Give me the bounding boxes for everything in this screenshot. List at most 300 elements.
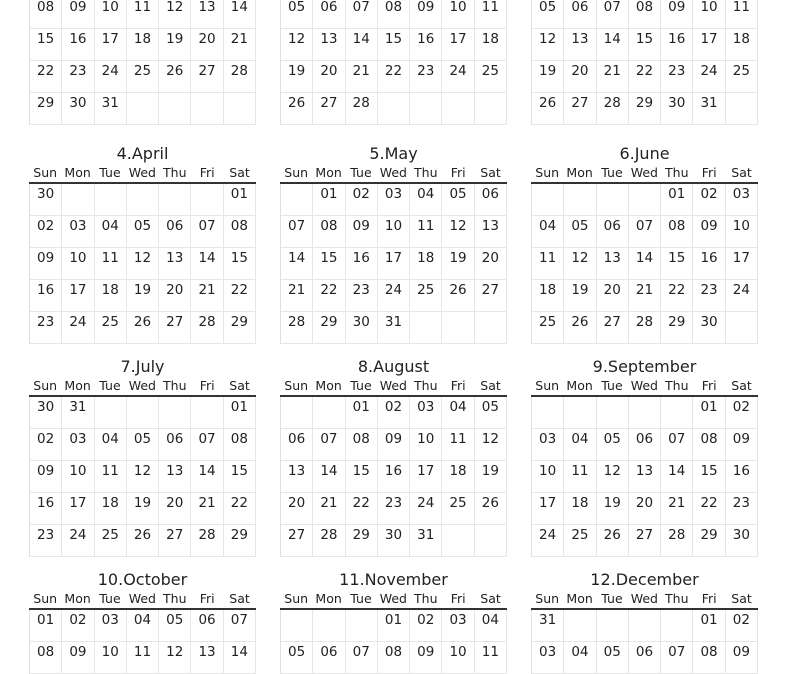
day-cell[interactable]: 20 xyxy=(564,61,596,92)
day-cell[interactable]: 22 xyxy=(346,493,378,524)
day-cell[interactable]: 25 xyxy=(95,312,127,343)
day-cell[interactable] xyxy=(629,610,661,641)
day-cell[interactable] xyxy=(564,610,596,641)
day-cell[interactable]: 05 xyxy=(127,429,159,460)
day-cell[interactable]: 19 xyxy=(475,461,507,492)
day-cell[interactable]: 25 xyxy=(410,280,442,311)
day-cell[interactable]: 14 xyxy=(224,0,256,28)
day-cell[interactable]: 13 xyxy=(281,461,313,492)
day-cell[interactable]: 20 xyxy=(159,493,191,524)
day-cell[interactable]: 14 xyxy=(224,642,256,673)
day-cell[interactable]: 10 xyxy=(378,216,410,247)
day-cell[interactable]: 31 xyxy=(693,93,725,124)
day-cell[interactable]: 16 xyxy=(346,248,378,279)
day-cell[interactable]: 29 xyxy=(661,312,693,343)
day-cell[interactable]: 29 xyxy=(693,525,725,556)
day-cell[interactable]: 28 xyxy=(313,525,345,556)
day-cell[interactable]: 22 xyxy=(693,493,725,524)
day-cell[interactable]: 11 xyxy=(95,248,127,279)
day-cell[interactable]: 11 xyxy=(410,216,442,247)
day-cell[interactable]: 02 xyxy=(62,610,94,641)
day-cell[interactable]: 30 xyxy=(346,312,378,343)
day-cell[interactable]: 01 xyxy=(693,610,725,641)
day-cell[interactable]: 09 xyxy=(346,216,378,247)
day-cell[interactable]: 15 xyxy=(378,29,410,60)
day-cell[interactable] xyxy=(442,93,474,124)
day-cell[interactable]: 02 xyxy=(726,610,758,641)
day-cell[interactable] xyxy=(726,93,758,124)
day-cell[interactable]: 07 xyxy=(661,642,693,673)
day-cell[interactable] xyxy=(597,610,629,641)
day-cell[interactable]: 09 xyxy=(726,642,758,673)
day-cell[interactable]: 27 xyxy=(281,525,313,556)
day-cell[interactable]: 27 xyxy=(159,312,191,343)
day-cell[interactable]: 10 xyxy=(442,642,474,673)
day-cell[interactable]: 05 xyxy=(442,184,474,215)
day-cell[interactable]: 14 xyxy=(313,461,345,492)
day-cell[interactable]: 11 xyxy=(564,461,596,492)
day-cell[interactable] xyxy=(442,525,474,556)
day-cell[interactable]: 14 xyxy=(281,248,313,279)
day-cell[interactable]: 26 xyxy=(597,525,629,556)
day-cell[interactable]: 25 xyxy=(95,525,127,556)
day-cell[interactable]: 19 xyxy=(127,493,159,524)
day-cell[interactable]: 09 xyxy=(62,642,94,673)
day-cell[interactable]: 02 xyxy=(378,397,410,428)
day-cell[interactable]: 07 xyxy=(191,216,223,247)
day-cell[interactable] xyxy=(442,312,474,343)
day-cell[interactable]: 24 xyxy=(62,525,94,556)
day-cell[interactable]: 26 xyxy=(127,312,159,343)
day-cell[interactable]: 09 xyxy=(378,429,410,460)
day-cell[interactable]: 08 xyxy=(378,642,410,673)
day-cell[interactable]: 06 xyxy=(159,429,191,460)
day-cell[interactable]: 05 xyxy=(127,216,159,247)
day-cell[interactable]: 07 xyxy=(224,610,256,641)
day-cell[interactable]: 03 xyxy=(378,184,410,215)
day-cell[interactable]: 31 xyxy=(95,93,127,124)
day-cell[interactable]: 06 xyxy=(313,0,345,28)
day-cell[interactable]: 02 xyxy=(726,397,758,428)
day-cell[interactable]: 07 xyxy=(597,0,629,28)
day-cell[interactable] xyxy=(159,397,191,428)
day-cell[interactable]: 13 xyxy=(475,216,507,247)
day-cell[interactable]: 16 xyxy=(62,29,94,60)
day-cell[interactable]: 07 xyxy=(281,216,313,247)
day-cell[interactable]: 17 xyxy=(378,248,410,279)
day-cell[interactable] xyxy=(281,184,313,215)
day-cell[interactable]: 03 xyxy=(726,184,758,215)
day-cell[interactable]: 27 xyxy=(475,280,507,311)
day-cell[interactable]: 11 xyxy=(127,642,159,673)
day-cell[interactable]: 31 xyxy=(378,312,410,343)
day-cell[interactable]: 22 xyxy=(30,61,62,92)
day-cell[interactable]: 30 xyxy=(62,93,94,124)
day-cell[interactable]: 28 xyxy=(191,312,223,343)
day-cell[interactable]: 05 xyxy=(597,429,629,460)
day-cell[interactable]: 12 xyxy=(281,29,313,60)
day-cell[interactable]: 23 xyxy=(693,280,725,311)
day-cell[interactable]: 18 xyxy=(532,280,564,311)
day-cell[interactable]: 17 xyxy=(62,493,94,524)
day-cell[interactable]: 01 xyxy=(224,184,256,215)
day-cell[interactable]: 12 xyxy=(127,461,159,492)
day-cell[interactable]: 29 xyxy=(224,312,256,343)
day-cell[interactable]: 10 xyxy=(532,461,564,492)
day-cell[interactable]: 09 xyxy=(410,642,442,673)
day-cell[interactable]: 26 xyxy=(281,93,313,124)
day-cell[interactable]: 10 xyxy=(726,216,758,247)
day-cell[interactable]: 27 xyxy=(629,525,661,556)
day-cell[interactable]: 21 xyxy=(661,493,693,524)
day-cell[interactable] xyxy=(127,184,159,215)
day-cell[interactable]: 18 xyxy=(726,29,758,60)
day-cell[interactable]: 11 xyxy=(726,0,758,28)
day-cell[interactable]: 14 xyxy=(661,461,693,492)
day-cell[interactable] xyxy=(475,312,507,343)
day-cell[interactable]: 20 xyxy=(191,29,223,60)
day-cell[interactable]: 31 xyxy=(410,525,442,556)
day-cell[interactable]: 17 xyxy=(410,461,442,492)
day-cell[interactable]: 29 xyxy=(30,93,62,124)
day-cell[interactable]: 03 xyxy=(62,216,94,247)
day-cell[interactable]: 06 xyxy=(191,610,223,641)
day-cell[interactable]: 14 xyxy=(191,248,223,279)
day-cell[interactable]: 11 xyxy=(532,248,564,279)
day-cell[interactable] xyxy=(661,397,693,428)
day-cell[interactable]: 19 xyxy=(564,280,596,311)
day-cell[interactable]: 04 xyxy=(564,642,596,673)
day-cell[interactable]: 28 xyxy=(224,61,256,92)
day-cell[interactable]: 22 xyxy=(224,493,256,524)
day-cell[interactable]: 25 xyxy=(475,61,507,92)
day-cell[interactable]: 23 xyxy=(30,312,62,343)
day-cell[interactable]: 20 xyxy=(629,493,661,524)
day-cell[interactable]: 09 xyxy=(62,0,94,28)
day-cell[interactable]: 17 xyxy=(62,280,94,311)
day-cell[interactable]: 21 xyxy=(629,280,661,311)
day-cell[interactable]: 01 xyxy=(693,397,725,428)
day-cell[interactable]: 26 xyxy=(159,61,191,92)
day-cell[interactable]: 22 xyxy=(224,280,256,311)
day-cell[interactable] xyxy=(410,312,442,343)
day-cell[interactable]: 18 xyxy=(564,493,596,524)
day-cell[interactable]: 12 xyxy=(159,0,191,28)
day-cell[interactable]: 02 xyxy=(346,184,378,215)
day-cell[interactable]: 25 xyxy=(726,61,758,92)
day-cell[interactable]: 10 xyxy=(62,248,94,279)
day-cell[interactable]: 16 xyxy=(410,29,442,60)
day-cell[interactable]: 28 xyxy=(597,93,629,124)
day-cell[interactable] xyxy=(191,93,223,124)
day-cell[interactable]: 28 xyxy=(346,93,378,124)
day-cell[interactable]: 04 xyxy=(95,429,127,460)
day-cell[interactable]: 08 xyxy=(346,429,378,460)
day-cell[interactable]: 08 xyxy=(378,0,410,28)
day-cell[interactable]: 03 xyxy=(532,642,564,673)
day-cell[interactable]: 22 xyxy=(629,61,661,92)
day-cell[interactable]: 07 xyxy=(629,216,661,247)
day-cell[interactable] xyxy=(629,184,661,215)
day-cell[interactable]: 12 xyxy=(564,248,596,279)
day-cell[interactable] xyxy=(127,93,159,124)
day-cell[interactable]: 17 xyxy=(532,493,564,524)
day-cell[interactable]: 24 xyxy=(95,61,127,92)
day-cell[interactable]: 24 xyxy=(726,280,758,311)
day-cell[interactable]: 24 xyxy=(442,61,474,92)
day-cell[interactable]: 15 xyxy=(346,461,378,492)
day-cell[interactable]: 17 xyxy=(726,248,758,279)
day-cell[interactable]: 10 xyxy=(693,0,725,28)
day-cell[interactable]: 16 xyxy=(378,461,410,492)
day-cell[interactable]: 12 xyxy=(475,429,507,460)
day-cell[interactable]: 30 xyxy=(726,525,758,556)
day-cell[interactable]: 15 xyxy=(693,461,725,492)
day-cell[interactable]: 01 xyxy=(224,397,256,428)
day-cell[interactable]: 05 xyxy=(597,642,629,673)
day-cell[interactable]: 19 xyxy=(281,61,313,92)
day-cell[interactable] xyxy=(475,525,507,556)
day-cell[interactable]: 25 xyxy=(442,493,474,524)
day-cell[interactable]: 31 xyxy=(62,397,94,428)
day-cell[interactable]: 02 xyxy=(693,184,725,215)
day-cell[interactable]: 21 xyxy=(346,61,378,92)
day-cell[interactable]: 03 xyxy=(95,610,127,641)
day-cell[interactable]: 18 xyxy=(95,280,127,311)
day-cell[interactable]: 13 xyxy=(597,248,629,279)
day-cell[interactable]: 15 xyxy=(313,248,345,279)
day-cell[interactable]: 21 xyxy=(597,61,629,92)
day-cell[interactable]: 16 xyxy=(693,248,725,279)
day-cell[interactable]: 16 xyxy=(661,29,693,60)
day-cell[interactable]: 01 xyxy=(30,610,62,641)
day-cell[interactable]: 30 xyxy=(378,525,410,556)
day-cell[interactable]: 09 xyxy=(410,0,442,28)
day-cell[interactable]: 06 xyxy=(564,0,596,28)
day-cell[interactable]: 13 xyxy=(191,0,223,28)
day-cell[interactable]: 24 xyxy=(378,280,410,311)
day-cell[interactable]: 07 xyxy=(346,642,378,673)
day-cell[interactable]: 27 xyxy=(313,93,345,124)
day-cell[interactable]: 23 xyxy=(378,493,410,524)
day-cell[interactable]: 07 xyxy=(346,0,378,28)
day-cell[interactable]: 06 xyxy=(159,216,191,247)
day-cell[interactable]: 10 xyxy=(95,642,127,673)
day-cell[interactable] xyxy=(410,93,442,124)
day-cell[interactable] xyxy=(313,397,345,428)
day-cell[interactable] xyxy=(475,93,507,124)
day-cell[interactable] xyxy=(564,397,596,428)
day-cell[interactable]: 25 xyxy=(564,525,596,556)
day-cell[interactable]: 11 xyxy=(95,461,127,492)
day-cell[interactable]: 13 xyxy=(564,29,596,60)
day-cell[interactable]: 10 xyxy=(95,0,127,28)
day-cell[interactable]: 05 xyxy=(159,610,191,641)
day-cell[interactable]: 08 xyxy=(313,216,345,247)
day-cell[interactable]: 21 xyxy=(191,280,223,311)
day-cell[interactable]: 20 xyxy=(475,248,507,279)
day-cell[interactable]: 18 xyxy=(410,248,442,279)
day-cell[interactable]: 30 xyxy=(30,184,62,215)
day-cell[interactable]: 10 xyxy=(410,429,442,460)
day-cell[interactable]: 24 xyxy=(532,525,564,556)
day-cell[interactable]: 29 xyxy=(313,312,345,343)
day-cell[interactable]: 28 xyxy=(629,312,661,343)
day-cell[interactable]: 20 xyxy=(281,493,313,524)
day-cell[interactable]: 07 xyxy=(191,429,223,460)
day-cell[interactable]: 18 xyxy=(442,461,474,492)
day-cell[interactable] xyxy=(597,184,629,215)
day-cell[interactable]: 29 xyxy=(224,525,256,556)
day-cell[interactable]: 12 xyxy=(159,642,191,673)
day-cell[interactable] xyxy=(661,610,693,641)
day-cell[interactable]: 15 xyxy=(30,29,62,60)
day-cell[interactable]: 18 xyxy=(95,493,127,524)
day-cell[interactable]: 23 xyxy=(62,61,94,92)
day-cell[interactable] xyxy=(726,312,758,343)
day-cell[interactable]: 04 xyxy=(410,184,442,215)
day-cell[interactable]: 03 xyxy=(532,429,564,460)
day-cell[interactable]: 24 xyxy=(62,312,94,343)
day-cell[interactable]: 09 xyxy=(30,461,62,492)
day-cell[interactable]: 04 xyxy=(442,397,474,428)
day-cell[interactable]: 17 xyxy=(95,29,127,60)
day-cell[interactable]: 15 xyxy=(629,29,661,60)
day-cell[interactable]: 09 xyxy=(30,248,62,279)
day-cell[interactable] xyxy=(159,184,191,215)
day-cell[interactable]: 11 xyxy=(475,0,507,28)
day-cell[interactable]: 16 xyxy=(30,280,62,311)
day-cell[interactable]: 13 xyxy=(313,29,345,60)
day-cell[interactable]: 09 xyxy=(726,429,758,460)
day-cell[interactable]: 04 xyxy=(127,610,159,641)
day-cell[interactable] xyxy=(281,397,313,428)
day-cell[interactable]: 01 xyxy=(661,184,693,215)
day-cell[interactable] xyxy=(62,184,94,215)
day-cell[interactable]: 18 xyxy=(475,29,507,60)
day-cell[interactable]: 23 xyxy=(30,525,62,556)
day-cell[interactable]: 06 xyxy=(597,216,629,247)
day-cell[interactable] xyxy=(95,184,127,215)
day-cell[interactable] xyxy=(95,397,127,428)
day-cell[interactable]: 06 xyxy=(313,642,345,673)
day-cell[interactable]: 20 xyxy=(597,280,629,311)
day-cell[interactable]: 13 xyxy=(159,248,191,279)
day-cell[interactable]: 10 xyxy=(442,0,474,28)
day-cell[interactable] xyxy=(532,397,564,428)
day-cell[interactable]: 14 xyxy=(597,29,629,60)
day-cell[interactable]: 26 xyxy=(564,312,596,343)
day-cell[interactable]: 26 xyxy=(127,525,159,556)
day-cell[interactable]: 28 xyxy=(281,312,313,343)
day-cell[interactable]: 02 xyxy=(30,216,62,247)
day-cell[interactable]: 11 xyxy=(475,642,507,673)
day-cell[interactable]: 23 xyxy=(661,61,693,92)
day-cell[interactable]: 19 xyxy=(597,493,629,524)
day-cell[interactable]: 16 xyxy=(30,493,62,524)
day-cell[interactable] xyxy=(281,610,313,641)
day-cell[interactable] xyxy=(159,93,191,124)
day-cell[interactable]: 08 xyxy=(693,642,725,673)
day-cell[interactable]: 08 xyxy=(661,216,693,247)
day-cell[interactable]: 30 xyxy=(693,312,725,343)
day-cell[interactable]: 02 xyxy=(410,610,442,641)
day-cell[interactable] xyxy=(378,93,410,124)
day-cell[interactable] xyxy=(597,397,629,428)
day-cell[interactable]: 08 xyxy=(30,642,62,673)
day-cell[interactable]: 20 xyxy=(313,61,345,92)
day-cell[interactable]: 14 xyxy=(191,461,223,492)
day-cell[interactable]: 21 xyxy=(313,493,345,524)
day-cell[interactable]: 11 xyxy=(127,0,159,28)
day-cell[interactable]: 25 xyxy=(127,61,159,92)
day-cell[interactable]: 17 xyxy=(442,29,474,60)
day-cell[interactable]: 06 xyxy=(281,429,313,460)
day-cell[interactable]: 24 xyxy=(693,61,725,92)
day-cell[interactable]: 06 xyxy=(629,642,661,673)
day-cell[interactable] xyxy=(564,184,596,215)
day-cell[interactable]: 28 xyxy=(191,525,223,556)
day-cell[interactable]: 13 xyxy=(191,642,223,673)
day-cell[interactable]: 26 xyxy=(532,93,564,124)
day-cell[interactable]: 07 xyxy=(661,429,693,460)
day-cell[interactable]: 19 xyxy=(127,280,159,311)
day-cell[interactable]: 19 xyxy=(442,248,474,279)
day-cell[interactable]: 19 xyxy=(159,29,191,60)
day-cell[interactable]: 05 xyxy=(564,216,596,247)
day-cell[interactable]: 12 xyxy=(442,216,474,247)
day-cell[interactable]: 22 xyxy=(313,280,345,311)
day-cell[interactable]: 04 xyxy=(564,429,596,460)
day-cell[interactable]: 20 xyxy=(159,280,191,311)
day-cell[interactable]: 17 xyxy=(693,29,725,60)
day-cell[interactable]: 15 xyxy=(224,248,256,279)
day-cell[interactable]: 27 xyxy=(564,93,596,124)
day-cell[interactable] xyxy=(191,397,223,428)
day-cell[interactable]: 04 xyxy=(95,216,127,247)
day-cell[interactable]: 04 xyxy=(475,610,507,641)
day-cell[interactable]: 08 xyxy=(693,429,725,460)
day-cell[interactable]: 22 xyxy=(378,61,410,92)
day-cell[interactable]: 29 xyxy=(629,93,661,124)
day-cell[interactable]: 24 xyxy=(410,493,442,524)
day-cell[interactable]: 12 xyxy=(597,461,629,492)
day-cell[interactable]: 29 xyxy=(346,525,378,556)
day-cell[interactable]: 21 xyxy=(281,280,313,311)
day-cell[interactable]: 30 xyxy=(30,397,62,428)
day-cell[interactable]: 30 xyxy=(661,93,693,124)
day-cell[interactable]: 25 xyxy=(532,312,564,343)
day-cell[interactable]: 04 xyxy=(532,216,564,247)
day-cell[interactable] xyxy=(629,397,661,428)
day-cell[interactable]: 12 xyxy=(127,248,159,279)
day-cell[interactable]: 31 xyxy=(532,610,564,641)
day-cell[interactable]: 01 xyxy=(346,397,378,428)
day-cell[interactable]: 03 xyxy=(410,397,442,428)
day-cell[interactable]: 01 xyxy=(313,184,345,215)
day-cell[interactable]: 19 xyxy=(532,61,564,92)
day-cell[interactable]: 08 xyxy=(629,0,661,28)
day-cell[interactable] xyxy=(346,610,378,641)
day-cell[interactable]: 28 xyxy=(661,525,693,556)
day-cell[interactable]: 14 xyxy=(346,29,378,60)
day-cell[interactable]: 03 xyxy=(442,610,474,641)
day-cell[interactable]: 02 xyxy=(30,429,62,460)
day-cell[interactable]: 18 xyxy=(127,29,159,60)
day-cell[interactable]: 27 xyxy=(159,525,191,556)
day-cell[interactable]: 11 xyxy=(442,429,474,460)
day-cell[interactable]: 14 xyxy=(629,248,661,279)
